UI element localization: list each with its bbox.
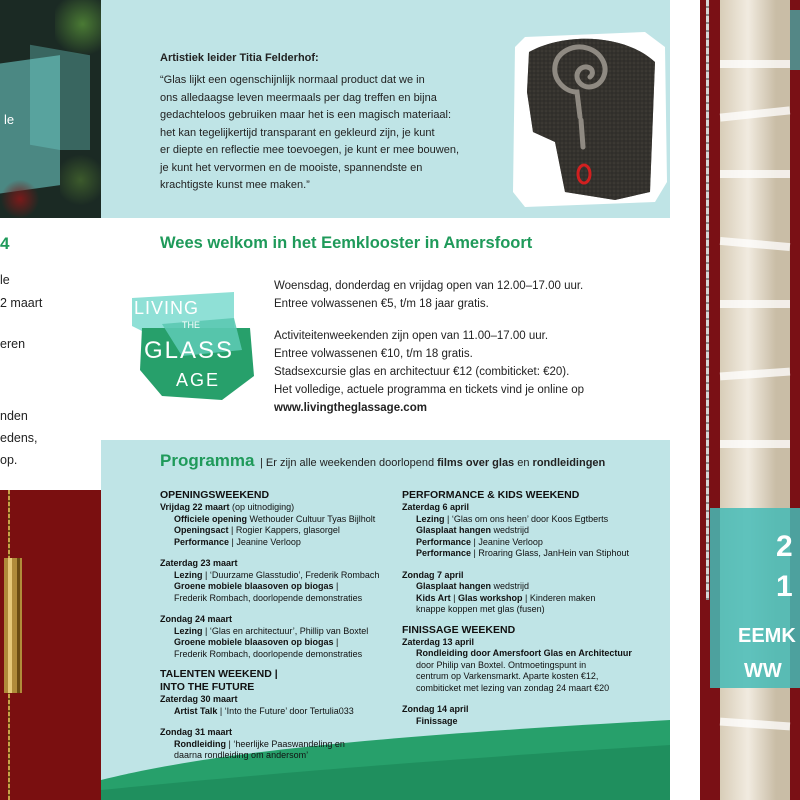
left-line: 2 maart	[0, 296, 43, 310]
program-item: Kids Art | Glas workshop | Kinderen maken	[416, 592, 596, 603]
day-entry: Zondag 7 april	[402, 569, 464, 580]
logo-text-the: THE	[182, 320, 200, 330]
bandage-strip	[720, 440, 790, 448]
banner-text: 1	[776, 570, 793, 603]
day-entry: Zondag 31 maart	[160, 727, 233, 737]
left-text-fragment	[0, 218, 101, 490]
quote-line: je kunt het vervormen en de mooiste, spannendste en	[160, 161, 423, 174]
programma-subtitle: | Er zijn alle weekenden doorlopend films over glas en rondleidingen	[260, 457, 606, 469]
day-entry: Zaterdag 13 april	[402, 636, 475, 647]
opening-info	[274, 277, 584, 417]
program-item: Frederik Rombach, doorlopende demonstraties	[174, 648, 363, 659]
quote-text	[160, 72, 500, 195]
info-line: Entree volwassenen €10, t/m 18 gratis.	[274, 348, 473, 360]
day-entry: Zaterdag 30 maart	[160, 694, 238, 704]
website-link[interactable]: www.livingtheglassage.com	[274, 402, 427, 414]
bandage-strip	[720, 60, 790, 68]
quote-line: ons alledaagse leven meermaals per dag treffen en bijna	[160, 91, 437, 104]
red-glow	[0, 180, 40, 218]
info-line: Het volledige, actuele programma en tickets vind je online op	[274, 384, 585, 396]
left-heading-number: 4	[0, 234, 10, 253]
program-item: Groene mobiele blaasoven op biogas |	[174, 581, 339, 591]
programma-right-column	[402, 489, 652, 727]
day-entry: Zondag 24 maart	[160, 614, 233, 624]
program-item: Rondleiding | ‘heerlijke Paaswandeling en	[174, 738, 345, 749]
info-line: Woensdag, donderdag en vrijdag open van 12.00–17.00 uur.	[274, 280, 584, 292]
logo-text-glass: GLASS	[144, 337, 235, 364]
banner-text: WW	[744, 660, 782, 682]
logo-text-living: LIVING	[134, 298, 200, 318]
day-entry: Zondag 14 april	[402, 704, 469, 714]
program-item: Groene mobiele blaasoven op biogas |	[174, 637, 339, 647]
left-red-photo	[0, 490, 101, 800]
program-item: daarna rondleiding om andersom’	[174, 750, 309, 760]
day-entry: Vrijdag 22 maart (op uitnodiging)	[160, 502, 295, 512]
info-line: Activiteitenweekenden zijn open van 11.00–17.00 uur.	[274, 330, 549, 342]
quote-line: gedachteloos gebruiken maar het is een magisch materiaal:	[160, 109, 452, 121]
program-item: Lezing | ‘Glas en architectuur’, Phillip van Boxtel	[174, 625, 369, 636]
program-item: Performance | Jeanine Verloop	[416, 536, 543, 547]
weekend-heading: FINISSAGE WEEKEND	[402, 623, 516, 636]
right-wrapped-figure-photo	[700, 0, 800, 800]
program-item: Performance | Jeanine Verloop	[174, 536, 301, 547]
program-item: Finissage	[416, 715, 458, 726]
program-item: Glasplaat hangen wedstrijd	[416, 581, 530, 591]
left-line: edens,	[0, 431, 38, 445]
weekend-heading: INTO THE FUTURE	[160, 681, 255, 693]
left-line: nden	[0, 409, 28, 423]
quote-line: er diepte en reflectie mee toevoegen, je kunt er mee bouwen,	[160, 144, 460, 156]
weekend-heading: TALENTEN WEEKEND |	[160, 668, 278, 680]
program-item: centrum op Varkensmarkt. Aparte kosten €12,	[416, 671, 599, 681]
info-line: Entree volwassenen €5, t/m 18 jaar gratis.	[274, 298, 489, 310]
banner-text: 2	[776, 530, 793, 563]
left-line: le	[0, 273, 10, 287]
leaf-shape	[60, 150, 101, 210]
quote-author: Artistiek leider Titia Felderhof:	[160, 52, 319, 64]
chain	[706, 0, 709, 600]
left-glass-photo	[0, 0, 101, 218]
program-item: Officiele opening Wethouder Cultuur Tyas Bijlholt	[174, 513, 376, 524]
program-item: door Philip van Boxtel. Ontmoetingspunt in	[416, 659, 587, 670]
photo-caption-fragment: le	[4, 112, 15, 127]
left-line: eren	[0, 337, 26, 351]
program-item: Lezing | ‘Duurzame Glasstudio’, Frederik Rombach	[174, 569, 380, 580]
day-entry: Zaterdag 23 maart	[160, 558, 238, 568]
program-item: Rondleiding door Amersfoort Glas en Architectuur	[416, 648, 632, 658]
felt-spiral-artwork-image	[505, 22, 670, 212]
program-item: Glasplaat hangen wedstrijd	[416, 525, 530, 535]
program-item: Lezing | ‘Glas om ons heen’ door Koos Egtberts	[416, 513, 609, 524]
programma-title: Programma	[160, 451, 255, 470]
programma-left-column	[160, 489, 390, 762]
glass-tube-icon	[0, 558, 30, 698]
day-entry: Zaterdag 6 april	[402, 502, 470, 512]
info-line: Stadsexcursie glas en architectuur €12 (combiticket: €20).	[274, 366, 570, 378]
program-item: Performance | Rroaring Glass, JanHein van Stiphout	[416, 548, 629, 558]
weekend-heading: PERFORMANCE & KIDS WEEKEND	[402, 489, 580, 501]
welcome-heading: Wees welkom in het Eemklooster in Amersfoort	[160, 234, 533, 252]
program-item: Openingsact | Rogier Kappers, glasorgel	[174, 525, 340, 535]
page-gutter	[670, 0, 700, 800]
quote-line: “Glas lijkt een ogenschijnlijk normaal product dat we in	[160, 74, 425, 86]
left-line: op.	[0, 453, 18, 467]
program-item: Frederik Rombach, doorlopende demonstraties	[174, 592, 363, 603]
program-item: combiticket met lezing van zondag 24 maart €20	[416, 682, 610, 693]
bandage-strip	[720, 170, 790, 178]
quote-line: krachtigste kunst mee maken.”	[160, 179, 310, 191]
weekend-heading: OPENINGSWEEKEND	[160, 489, 270, 501]
teal-glass-pane	[30, 45, 90, 156]
quote-line: het kan tegelijkertijd transparant en gekleurd zijn, je kunt	[160, 126, 435, 139]
program-item: knappe koppen met glas (fusen)	[416, 604, 545, 614]
program-item: Artist Talk | ‘Into the Future’ door Tertulia033	[174, 705, 354, 716]
bandage-strip	[720, 300, 790, 308]
logo-text-age: AGE	[176, 370, 221, 390]
banner-text: EEMK	[738, 625, 796, 647]
living-the-glass-age-logo	[122, 288, 262, 408]
